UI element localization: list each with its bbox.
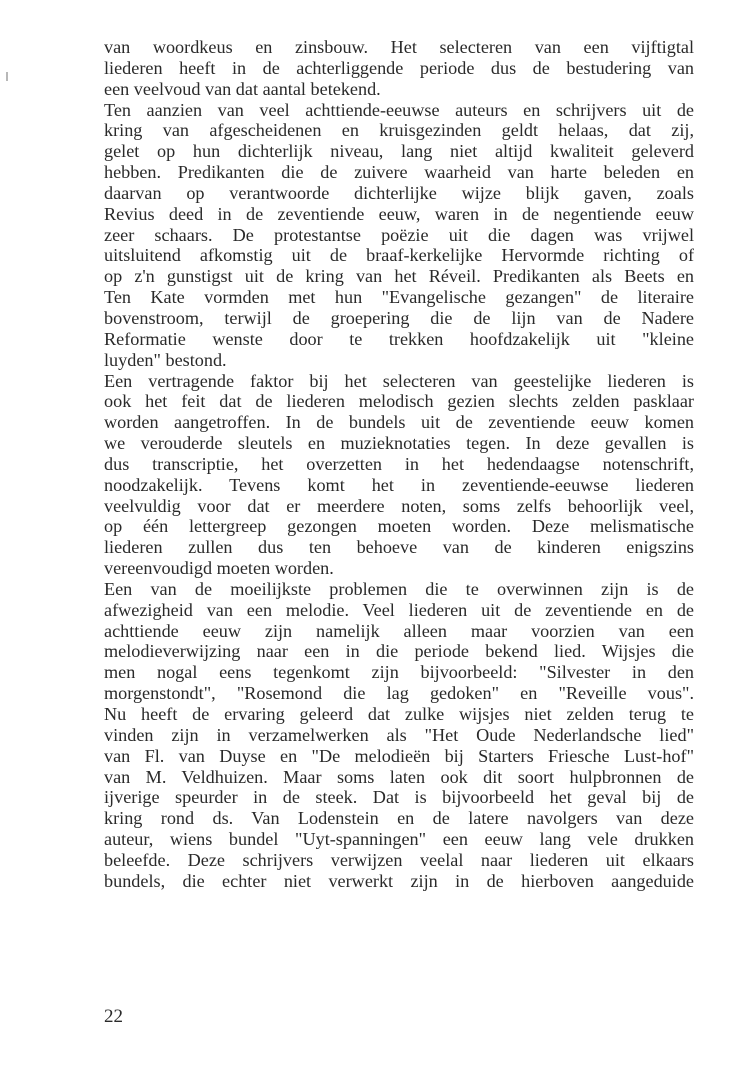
text-line: een veelvoud van dat aantal betekend. bbox=[104, 78, 381, 99]
text-line: Nu heeft de ervaring geleerd dat zulke wijsjes niet zelden terug te bbox=[104, 704, 694, 724]
text-line: we verouderde sleutels en muzieknotaties tegen. In deze gevallen is bbox=[104, 433, 694, 454]
text-line: kring rond ds. Van Lodenstein en de latere navolgers van deze bbox=[104, 808, 694, 829]
text-line: bovenstroom, terwijl de groepering die de lijn van de Nadere bbox=[104, 307, 694, 328]
page-body-text bbox=[104, 37, 694, 892]
text-line: auteur, wiens bundel "Uyt-spanningen" een eeuw lang vele drukken bbox=[104, 829, 694, 850]
text-line: morgenstondt", "Rosemond die lag gedoken" en "Reveille vous". bbox=[104, 683, 694, 704]
text-line: ijverige speurder in de steek. Dat is bijvoorbeeld het geval bij de bbox=[104, 787, 694, 808]
text-line: uitsluitend afkomstig uit de braaf-kerkelijke Hervormde richting of bbox=[104, 245, 694, 266]
text-line: gelet op hun dichterlijk niveau, lang niet altijd kwaliteit geleverd bbox=[104, 141, 694, 162]
text-line: men nogal eens tegenkomt zijn bijvoorbeeld: "Silvester in den bbox=[104, 662, 694, 683]
text-line: zeer schaars. De protestantse poëzie uit die dagen was vrijwel bbox=[104, 224, 694, 245]
text-line: Reformatie wenste door te trekken hoofdzakelijk uit "kleine bbox=[104, 328, 694, 349]
text-line: Een van de moeilijkste problemen die te overwinnen zijn is de bbox=[104, 578, 694, 599]
text-line: Ten aanzien van veel achttiende-eeuwse auteurs en schrijvers uit de bbox=[104, 99, 694, 120]
text-line: daarvan op verantwoorde dichterlijke wijze blijk gaven, zoals bbox=[104, 182, 694, 203]
text-line: worden aangetroffen. In de bundels uit de zeventiende eeuw komen bbox=[104, 412, 694, 433]
text-line: melodieverwijzing naar een in die periode bekend lied. Wijsjes die bbox=[104, 641, 694, 662]
text-line: luyden" bestond. bbox=[104, 349, 227, 370]
text-line: afwezigheid van een melodie. Veel liederen uit de zeventiende en de bbox=[104, 599, 694, 620]
text-line: van woordkeus en zinsbouw. Het selecteren van een vijftigtal bbox=[104, 37, 694, 57]
text-line: van M. Veldhuizen. Maar soms laten ook dit soort hulpbronnen de bbox=[104, 766, 694, 787]
text-line: van Fl. van Duyse en "De melodieën bij Starters Friesche Lust-hof" bbox=[104, 745, 694, 766]
text-line: hebben. Predikanten die de zuivere waarheid van harte beleden en bbox=[104, 162, 694, 183]
text-line: op één lettergreep gezongen moeten worden. Deze melismatische bbox=[104, 516, 694, 537]
page-number: 22 bbox=[104, 1006, 123, 1027]
margin-mark bbox=[6, 72, 8, 81]
text-line: Een vertragende faktor bij het selecteren van geestelijke liederen is bbox=[104, 370, 694, 391]
text-line: dus transcriptie, het overzetten in het hedendaagse notenschrift, bbox=[104, 453, 694, 474]
text-line: liederen heeft in de achterliggende periode dus de bestudering van bbox=[104, 57, 694, 78]
text-line: noodzakelijk. Tevens komt het in zeventiende-eeuwse liederen bbox=[104, 474, 694, 495]
text-line: kring van afgescheidenen en kruisgezinden geldt helaas, dat zij, bbox=[104, 120, 694, 141]
text-line: vinden zijn in verzamelwerken als "Het Oude Nederlandsche lied" bbox=[104, 724, 694, 745]
text-line: Revius deed in de zeventiende eeuw, waren in de negentiende eeuw bbox=[104, 203, 694, 224]
text-line: Ten Kate vormden met hun "Evangelische gezangen" de literaire bbox=[104, 287, 694, 308]
text-line: liederen zullen dus ten behoeve van de kinderen enigszins bbox=[104, 537, 694, 558]
text-line: achttiende eeuw zijn namelijk alleen maar voorzien van een bbox=[104, 620, 694, 641]
text-line: veelvuldig voor dat er meerdere noten, soms zelfs behoorlijk veel, bbox=[104, 495, 694, 516]
text-line: beleefde. Deze schrijvers verwijzen veelal naar liederen uit elkaars bbox=[104, 849, 694, 870]
text-line: ook het feit dat de liederen melodisch gezien slechts zelden pasklaar bbox=[104, 391, 694, 412]
text-line: op z'n gunstigst uit de kring van het Réveil. Predikanten als Beets en bbox=[104, 266, 694, 287]
text-line: vereenvoudigd moeten worden. bbox=[104, 558, 334, 579]
text-line: bundels, die echter niet verwerkt zijn in de hierboven aangeduide bbox=[104, 870, 694, 891]
